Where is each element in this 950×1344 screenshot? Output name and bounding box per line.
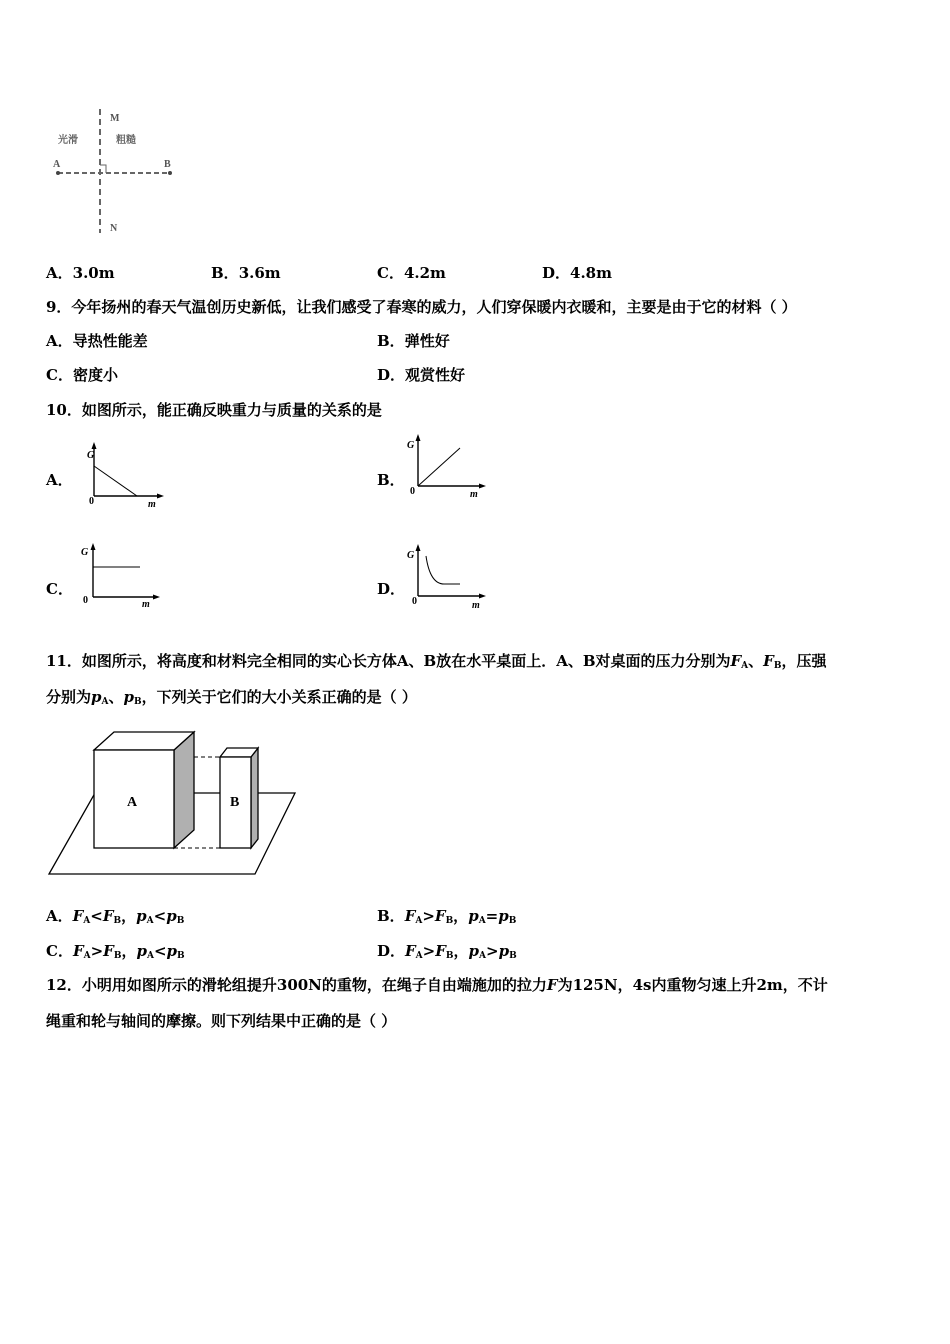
var-f: F <box>763 652 774 670</box>
axis-g-label: G <box>87 450 95 461</box>
sep: 、 <box>108 688 124 706</box>
option-text: 4.2m <box>403 264 446 282</box>
sep: 、 <box>748 652 764 670</box>
stem-text: ，下列关于它们的大小关系正确的是（ ） <box>141 688 417 706</box>
var-f: F <box>546 976 558 994</box>
option-letter: C． <box>46 942 73 960</box>
option-text: 导热性能差 <box>72 332 148 350</box>
relation: < <box>153 942 167 960</box>
var-p: p <box>123 688 135 706</box>
axis-m-label: m <box>472 600 480 611</box>
option-letter: A． <box>46 264 73 282</box>
stem-text: 分别为 <box>46 688 92 706</box>
axis-g-label: G <box>81 547 89 558</box>
relation: < <box>90 907 103 925</box>
option-letter: C． <box>377 264 404 282</box>
q9-option-a[interactable] <box>46 330 148 351</box>
var-f: F <box>72 907 84 925</box>
var-f: F <box>103 942 114 960</box>
block-b-label: B <box>230 795 240 810</box>
stem-text: 11．如图所示，将高度和材料完全相同的实心长方体A、B放在水平桌面上．A、B对桌面的压力分别为 <box>46 652 731 670</box>
q11-option-a[interactable] <box>46 905 184 926</box>
sub-b: B <box>773 661 782 671</box>
label-m: M <box>110 113 120 124</box>
axis-m-label: m <box>148 499 156 510</box>
var-f: F <box>434 907 446 925</box>
sub-a: A <box>83 916 91 926</box>
origin-label: 0 <box>83 595 88 606</box>
option-letter: D． <box>542 264 571 282</box>
relation: > <box>422 907 435 925</box>
axis-g-label: G <box>407 440 415 451</box>
var-f: F <box>404 907 416 925</box>
q10-graph-d[interactable] <box>404 542 489 612</box>
label-a: A <box>53 159 61 170</box>
block-b-top <box>220 748 258 757</box>
relation: > <box>90 942 104 960</box>
option-text: 4.8m <box>570 264 612 282</box>
relation: < <box>153 907 167 925</box>
option-letter: A． <box>46 907 73 925</box>
q9-stem: 9．今年扬州的春天气温创历史新低，让我们感受了春寒的威力，人们穿保暖内衣暖和，主要是由于它的材料（ ） <box>46 298 797 316</box>
q10-option-a[interactable]: A． <box>46 471 73 489</box>
label-smooth: 光滑 <box>58 135 78 146</box>
option-letter: B． <box>211 264 239 282</box>
q10-stem: 10．如图所示，能正确反映重力与质量的关系的是 <box>46 401 382 419</box>
var-f: F <box>435 942 446 960</box>
origin-label: 0 <box>412 596 417 607</box>
sub-a: A <box>83 951 91 961</box>
q10-graph-b[interactable] <box>404 432 489 502</box>
q10-graph-a[interactable] <box>82 440 167 510</box>
option-letter: C． <box>46 366 73 384</box>
q11-stem-line2 <box>46 686 417 707</box>
sub-a: A <box>741 661 749 671</box>
proportional-line <box>418 448 460 486</box>
axis-m-label: m <box>470 489 478 500</box>
comma: ， <box>121 942 137 960</box>
var-p: p <box>136 907 147 925</box>
sub-b: B <box>134 697 142 707</box>
var-p: p <box>166 942 178 960</box>
option-letter: A． <box>46 332 73 350</box>
var-f: F <box>102 907 114 925</box>
option-text: 密度小 <box>72 366 118 384</box>
q12-stem-line1 <box>46 974 828 995</box>
q10-option-d[interactable]: D． <box>377 580 406 598</box>
var-f: F <box>72 942 84 960</box>
origin-label: 0 <box>89 496 94 507</box>
relation: > <box>486 942 499 960</box>
relation: > <box>422 942 436 960</box>
axis-g-label: G <box>407 550 415 561</box>
block-b-side <box>251 748 258 848</box>
block-a-label: A <box>127 795 138 810</box>
var-f: F <box>405 942 416 960</box>
comma: ， <box>453 942 469 960</box>
decreasing-line <box>94 466 137 496</box>
option-letter: D． <box>377 942 406 960</box>
option-text: 3.6m <box>238 264 281 282</box>
sub-a: A <box>415 916 423 926</box>
sub-b: B <box>113 951 122 961</box>
q8-figure <box>50 105 190 235</box>
q8-option-b[interactable] <box>211 262 281 283</box>
sub-b: B <box>508 916 517 926</box>
option-text: 观赏性好 <box>405 366 466 384</box>
label-n: N <box>110 223 118 234</box>
option-letter: D． <box>377 366 406 384</box>
sub-b: B <box>176 916 185 926</box>
sub-b: B <box>113 916 122 926</box>
stem-text: ，压强 <box>781 652 827 670</box>
stem-text: 为125N，4s内重物匀速上升2m，不计 <box>557 976 828 994</box>
q9-option-b[interactable] <box>377 330 450 351</box>
q11-figure <box>45 728 300 883</box>
comma: ， <box>121 907 137 925</box>
var-p: p <box>468 907 479 925</box>
sub-a: A <box>415 951 423 961</box>
q9-option-d[interactable] <box>377 364 465 385</box>
var-p: p <box>498 942 510 960</box>
q8-option-c[interactable] <box>377 262 446 283</box>
var-p: p <box>166 907 177 925</box>
q10-graph-c[interactable] <box>78 541 163 611</box>
option-text: 弹性好 <box>404 332 450 350</box>
point-a <box>56 171 60 175</box>
relation: = <box>485 907 499 925</box>
block-a-side <box>174 732 194 848</box>
stem-text: 12．小明用如图所示的滑轮组提升300N的重物，在绳子自由端施加的拉力 <box>46 976 547 994</box>
var-p: p <box>468 942 480 960</box>
label-b: B <box>164 159 171 170</box>
q8-option-d[interactable] <box>542 262 612 283</box>
label-rough: 粗糙 <box>116 135 136 146</box>
sub-b: B <box>445 916 454 926</box>
q9-option-c[interactable] <box>46 364 118 385</box>
q12-stem-line2: 绳重和轮与轴间的摩擦。则下列结果中正确的是（ ） <box>46 1012 397 1030</box>
option-letter: B． <box>377 332 405 350</box>
sub-b: B <box>445 951 454 961</box>
sub-a: A <box>146 951 154 961</box>
q11-option-d[interactable] <box>377 940 517 961</box>
q11-stem-line1 <box>46 650 826 671</box>
q10-option-c[interactable]: C． <box>46 580 73 598</box>
comma: ， <box>453 907 469 925</box>
var-f: F <box>730 652 742 670</box>
q11-option-c[interactable] <box>46 940 185 961</box>
sub-a: A <box>146 916 154 926</box>
var-p: p <box>91 688 102 706</box>
sub-a: A <box>479 951 486 961</box>
q10-option-b[interactable]: B． <box>377 471 405 489</box>
sub-b: B <box>509 951 517 961</box>
q8-option-a[interactable] <box>46 262 115 283</box>
option-letter: B． <box>377 907 405 925</box>
sub-a: A <box>478 916 486 926</box>
axis-m-label: m <box>142 599 150 610</box>
var-p: p <box>498 907 509 925</box>
sub-a: A <box>101 697 109 707</box>
q11-option-b[interactable] <box>377 905 516 926</box>
origin-label: 0 <box>410 486 415 497</box>
sub-b: B <box>177 951 185 961</box>
point-b <box>168 171 172 175</box>
option-text: 3.0m <box>72 264 115 282</box>
inverse-curve <box>426 556 460 584</box>
var-p: p <box>136 942 147 960</box>
